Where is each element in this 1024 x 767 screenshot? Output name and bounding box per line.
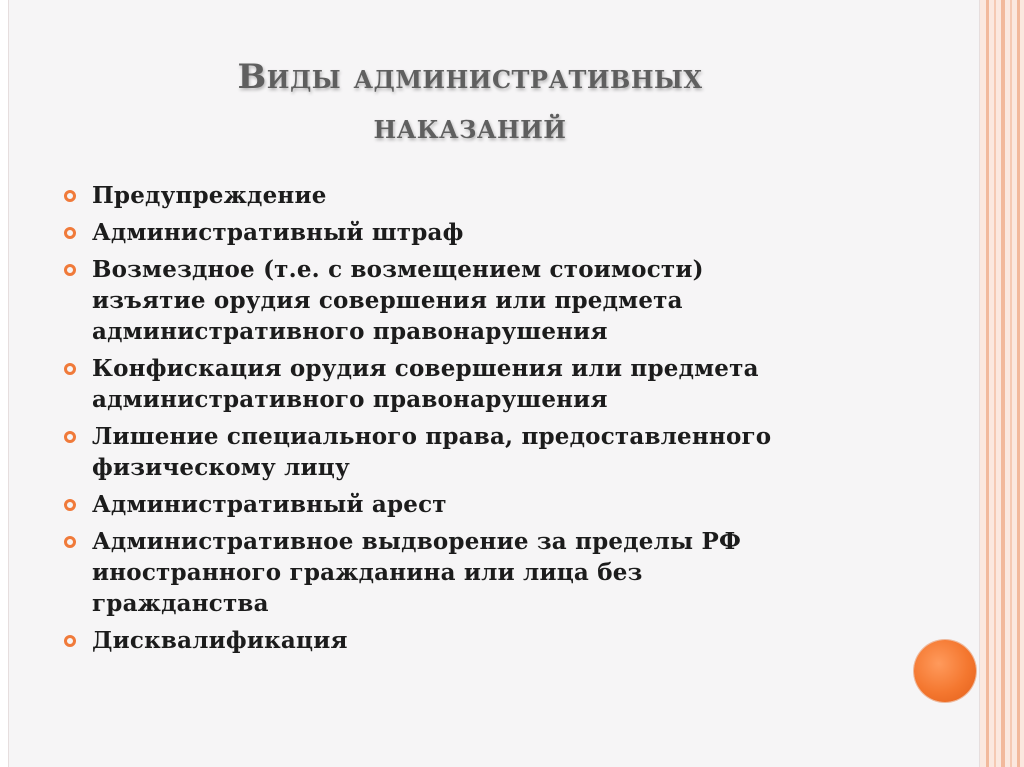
stripe-3 xyxy=(1001,0,1005,767)
list-item xyxy=(64,421,884,483)
list-item-text: Конфискация орудия совершения или предмета xyxy=(92,355,759,382)
ring-bullet-icon xyxy=(64,499,76,511)
ring-bullet-icon xyxy=(64,431,76,443)
punishment-list xyxy=(64,180,884,662)
list-item xyxy=(64,254,884,347)
list-item-text: административного правонарушения xyxy=(92,386,608,413)
list-item-text: гражданства xyxy=(92,590,269,617)
list-item-text: Административное выдворение за пределы РФ xyxy=(92,528,741,555)
list-item-text: административного правонарушения xyxy=(92,318,608,345)
ring-bullet-icon xyxy=(64,190,76,202)
ring-bullet-icon xyxy=(64,635,76,647)
ring-bullet-icon xyxy=(64,227,76,239)
list-item-text: изъятие орудия совершения или предмета xyxy=(92,287,683,314)
list-item-text: Лишение специального права, предоставленного xyxy=(92,423,772,450)
slide-title-line-1: Виды административных xyxy=(237,57,703,97)
stripe-5 xyxy=(1017,0,1020,767)
ring-bullet-icon xyxy=(64,363,76,375)
list-item-text: физическому лицу xyxy=(92,454,350,481)
stripe-4 xyxy=(1010,0,1012,767)
stripe-1 xyxy=(986,0,989,767)
list-item-text: Дисквалификация xyxy=(92,627,348,654)
list-item-text: Возмездное (т.е. с возмещением стоимости) xyxy=(92,256,704,283)
stripe-2 xyxy=(994,0,996,767)
ring-bullet-icon xyxy=(64,536,76,548)
list-item-text: Административный штраф xyxy=(92,219,464,246)
list-item xyxy=(64,217,884,248)
list-item xyxy=(64,526,884,619)
list-item xyxy=(64,353,884,415)
decorative-orange-circle xyxy=(914,640,976,702)
list-item xyxy=(64,180,884,211)
list-item xyxy=(64,489,884,520)
ring-bullet-icon xyxy=(64,264,76,276)
list-item-text: Административный арест xyxy=(92,491,447,518)
slide-title-line-2: наказаний xyxy=(373,107,567,147)
list-item-text: Предупреждение xyxy=(92,182,327,209)
list-item-text: иностранного гражданина или лица без xyxy=(92,559,643,586)
list-item xyxy=(64,625,884,656)
slide-title xyxy=(100,52,840,152)
decorative-stripes xyxy=(980,0,1024,767)
